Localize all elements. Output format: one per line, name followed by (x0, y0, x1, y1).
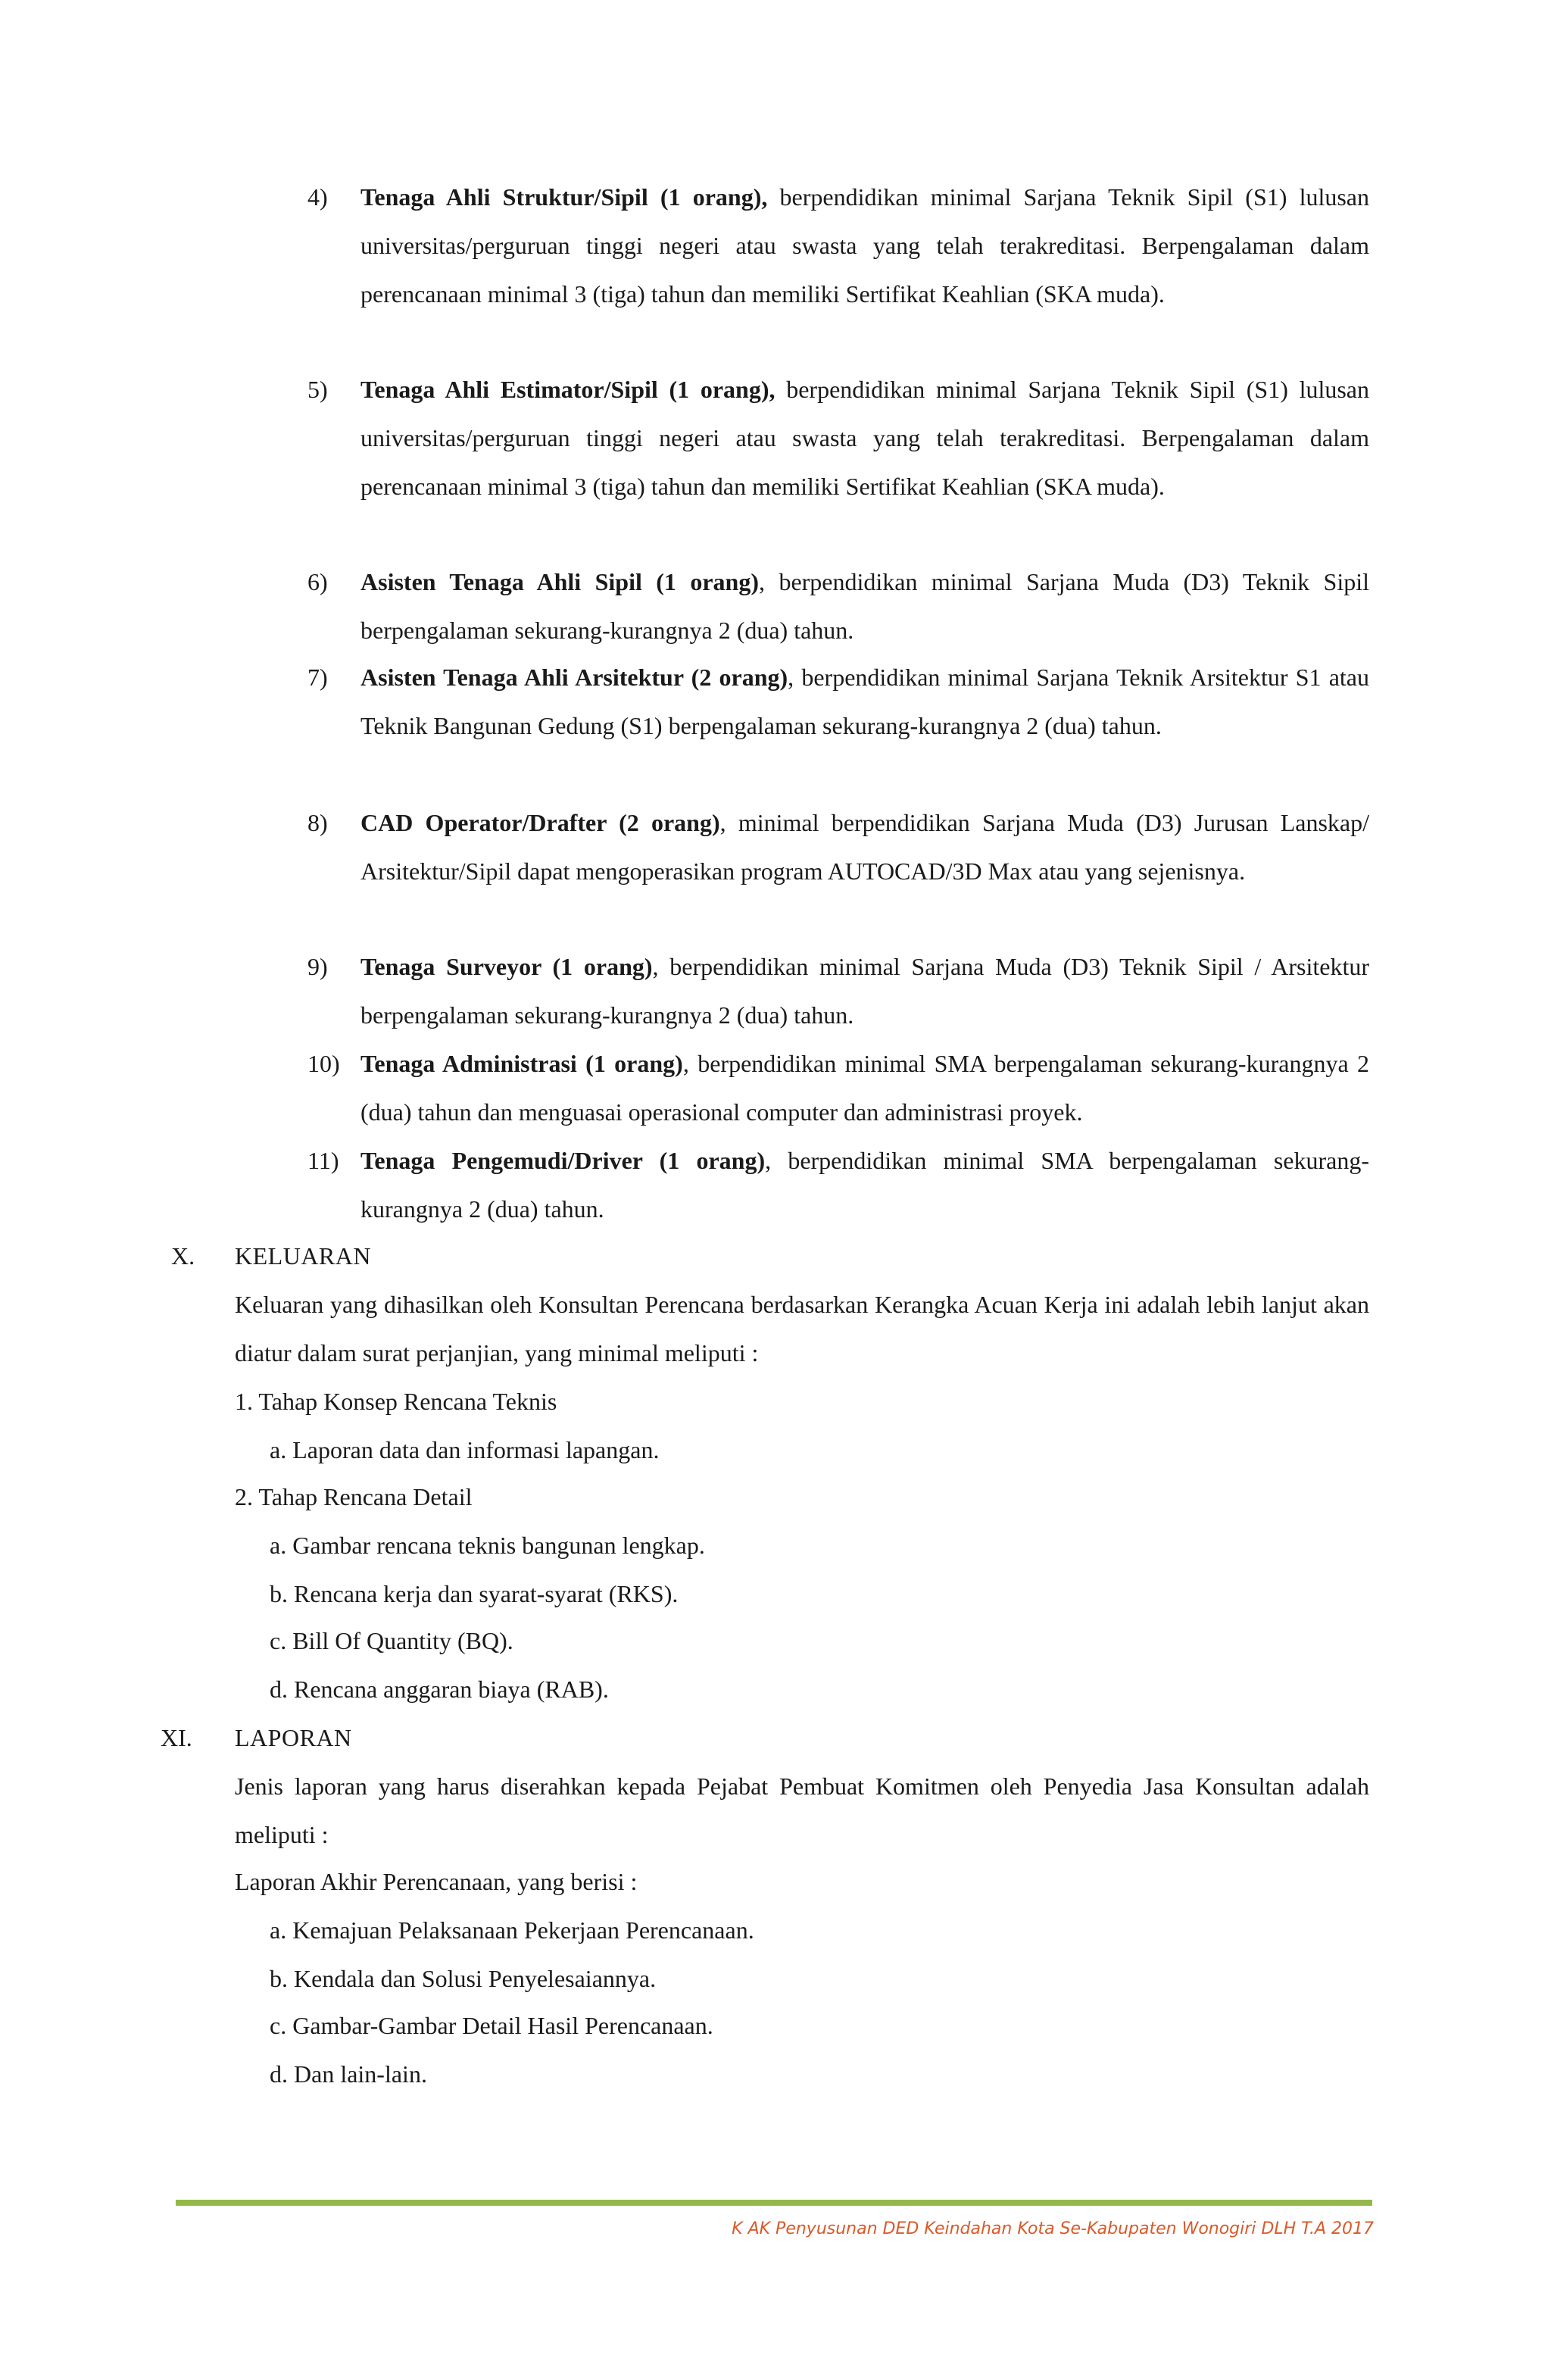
list-text (360, 1039, 1369, 1136)
section-number-keluaran: X. (171, 1242, 195, 1270)
keluaran-stage-1: 1. Tahap Konsep Rencana Teknis (235, 1388, 557, 1415)
list-number: 4) (307, 183, 328, 211)
list-number: 8) (307, 809, 328, 836)
list-text (360, 173, 1369, 318)
keluaran-stage-2-item-c: c. Bill Of Quantity (BQ). (270, 1627, 513, 1654)
staff-description: berpendidikan minimal Sarjana Teknik Sipil (S1) lulusan universitas/perguruan tinggi negeri atau swasta yang telah terakreditasi. Berpengalaman dalam perencanaan minimal 3 (tiga) tahun dan memiliki Sertifikat Keahlian (SKA muda). (360, 376, 1370, 500)
staff-description: , berpendidikan minimal Sarjana Muda (D3) Teknik Sipil / Arsitektur berpengalaman sekurang-kurangnya 2 (dua) tahun. (360, 953, 1369, 1029)
keluaran-stage-2-item-b: b. Rencana kerja dan syarat-syarat (RKS). (270, 1580, 679, 1607)
laporan-item-b: b. Kendala dan Solusi Penyelesaiannya. (270, 1965, 657, 1992)
staff-title: Tenaga Ahli Estimator/Sipil (1 orang), (360, 376, 776, 403)
list-number: 10) (307, 1050, 340, 1077)
section-title-keluaran: KELUARAN (235, 1242, 371, 1270)
laporan-item-a: a. Kemajuan Pelaksanaan Pekerjaan Perencanaan. (270, 1916, 754, 1944)
staff-title: CAD Operator/Drafter (2 orang) (360, 809, 720, 836)
laporan-item-d: d. Dan lain-lain. (270, 2060, 427, 2088)
staff-title: Tenaga Surveyor (1 orang) (360, 953, 653, 980)
laporan-item-c: c. Gambar-Gambar Detail Hasil Perencanaan. (270, 2012, 713, 2039)
section-number-laporan: XI. (161, 1724, 192, 1751)
list-text (360, 558, 1369, 654)
list-number: 11) (307, 1147, 339, 1174)
list-text (360, 1136, 1369, 1233)
list-text (360, 942, 1369, 1039)
staff-title: Asisten Tenaga Ahli Sipil (1 orang) (360, 568, 760, 595)
keluaran-stage-2: 2. Tahap Rencana Detail (235, 1483, 473, 1510)
staff-title: Tenaga Pengemudi/Driver (1 orang) (360, 1147, 766, 1174)
list-text (360, 798, 1369, 895)
list-number: 5) (307, 376, 328, 403)
list-number: 6) (307, 568, 328, 595)
staff-title: Tenaga Ahli Struktur/Sipil (1 orang), (360, 183, 768, 211)
footer-text: K AK Penyusunan DED Keindahan Kota Se-Kabupaten Wonogiri DLH T.A 2017 (732, 2219, 1374, 2238)
keluaran-stage-2-item-d: d. Rencana anggaran biaya (RAB). (270, 1676, 609, 1703)
staff-description: berpendidikan minimal Sarjana Teknik Sipil (S1) lulusan universitas/perguruan tinggi negeri atau swasta yang telah terakreditasi. Berpengalaman dalam perencanaan minimal 3 (tiga) tahun dan memiliki Sertifikat Keahlian (SKA muda). (360, 183, 1370, 308)
staff-description: , minimal berpendidikan Sarjana Muda (D3) Jurusan Lanskap/ Arsitektur/Sipil dapat mengoperasikan program AUTOCAD/3D Max atau yang sejenisnya. (360, 809, 1370, 885)
staff-description: , berpendidikan minimal SMA berpengalaman sekurang-kurangnya 2 (dua) tahun dan menguasai operasional computer dan administrasi proyek. (360, 1050, 1370, 1126)
list-text (360, 365, 1369, 511)
list-number: 9) (307, 953, 328, 980)
list-text (360, 653, 1369, 750)
staff-title: Tenaga Administrasi (1 orang) (360, 1050, 683, 1077)
keluaran-intro: Keluaran yang dihasilkan oleh Konsultan Perencana berdasarkan Kerangka Acuan Kerja ini adalah lebih lanjut akan diatur dalam surat perjanjian, yang minimal meliputi : (235, 1291, 1369, 1366)
footer-divider (176, 2200, 1372, 2206)
staff-description: , berpendidikan minimal Sarjana Muda (D3) Teknik Sipil berpengalaman sekurang-kurangnya 2 (dua) tahun. (360, 568, 1370, 644)
staff-description: , berpendidikan minimal SMA berpengalaman sekurang-kurangnya 2 (dua) tahun. (360, 1147, 1370, 1223)
staff-title: Asisten Tenaga Ahli Arsitektur (2 orang) (360, 664, 788, 691)
staff-description: , berpendidikan minimal Sarjana Teknik Arsitektur S1 atau Teknik Bangunan Gedung (S1) berpengalaman sekurang-kurangnya 2 (dua) tahun. (360, 664, 1370, 739)
laporan-intro: Jenis laporan yang harus diserahkan kepada Pejabat Pembuat Komitmen oleh Penyedia Jasa Konsultan adalah meliputi : (235, 1773, 1369, 1848)
list-number: 7) (307, 664, 328, 691)
section-title-laporan: LAPORAN (235, 1724, 352, 1751)
keluaran-stage-1-item-a: a. Laporan data dan informasi lapangan. (270, 1436, 660, 1463)
keluaran-stage-2-item-a: a. Gambar rencana teknis bangunan lengkap. (270, 1532, 705, 1559)
laporan-subheading: Laporan Akhir Perencanaan, yang berisi : (235, 1868, 638, 1895)
